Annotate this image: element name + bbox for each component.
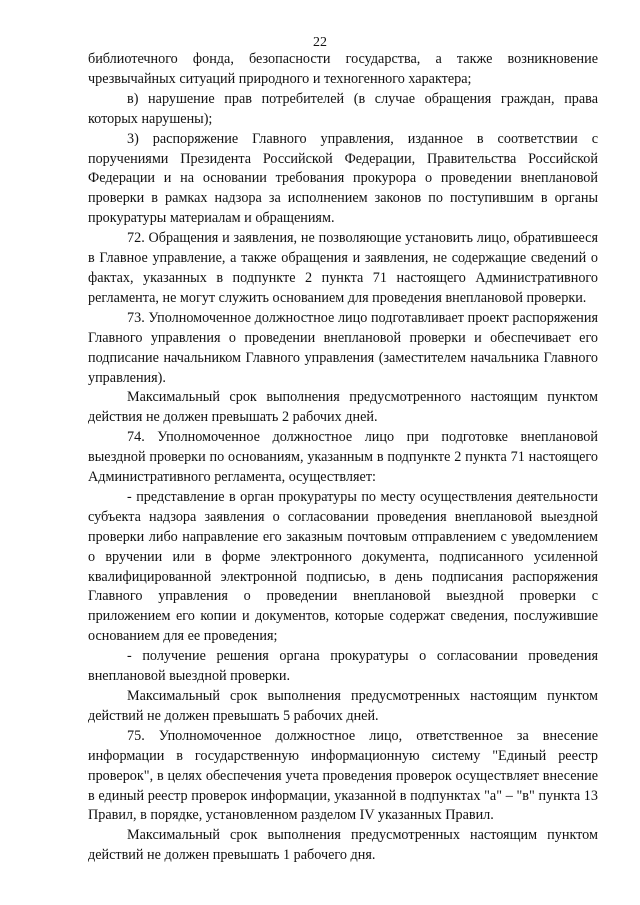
paragraph-74: 74. Уполномоченное должностное лицо при подготовке внеплановой выездной проверки по основаниям, указанным в подпункте 2 пункта 71 настоящего Административного регламента, осуществляет:	[88, 429, 598, 486]
document-body	[88, 50, 598, 866]
paragraph-continuation: библиотечного фонда, безопасности государства, а также возникновение чрезвычайных ситуаций природного и техногенного характера;	[88, 51, 598, 87]
paragraph-72: 72. Обращения и заявления, не позволяющие установить лицо, обратившееся в Главное управление, а также обращения и заявления, не содержащие сведений о фактах, указанных в подпункте 2 пункта 71 настоящего Административного регламента, не могут служить основанием для проведения внеплановой проверки.	[88, 230, 598, 306]
paragraph-74-bullet-1: - представление в орган прокуратуры по месту осуществления деятельности субъекта надзора заявления о согласовании проведения внеплановой выездной проверки либо направление его заказным почтовым отправлением с уведомлением о вручении или в форме электронного документа, подписанного усиленной квалифицированной электронной подписью, в день подписания распоряжения Главного управления о проведении внеплановой выездной проверки с приложением его копии и документов, которые содержат сведения, послужившие основанием для ее проведения;	[88, 488, 598, 645]
paragraph-73: 73. Уполномоченное должностное лицо подготавливает проект распоряжения Главного управления о проведении внеплановой проверки и обеспечивает его подписание начальником Главного управления (заместителем начальника Главного управления).	[88, 309, 598, 386]
paragraph-75-deadline: Максимальный срок выполнения предусмотренных настоящим пунктом действий не должен превышать 1 рабочего дня.	[88, 827, 598, 864]
paragraph-75: 75. Уполномоченное должностное лицо, ответственное за внесение информации в государственную информационную систему "Единый реестр проверок", в целях обеспечения учета проведения проверок осуществляет внесение в единый реестр проверок информации, указанной в подпунктах "а" – "в" пункта 13 Правил, в порядке, установленном разделом IV указанных Правил.	[88, 727, 598, 824]
paragraph-73-deadline: Максимальный срок выполнения предусмотренного настоящим пунктом действия не должен превышать 2 рабочих дней.	[88, 389, 598, 426]
page-number: 22	[313, 35, 327, 50]
paragraph-74-deadline: Максимальный срок выполнения предусмотренных настоящим пунктом действий не должен превышать 5 рабочих дней.	[88, 688, 598, 724]
paragraph-item-v: в) нарушение прав потребителей (в случае обращения граждан, права которых нарушены);	[88, 90, 598, 127]
paragraph-74-bullet-2: - получение решения органа прокуратуры о согласовании проведения внеплановой выездной проверки.	[88, 648, 598, 685]
paragraph-item-3: 3) распоряжение Главного управления, изданное в соответствии с поручениями Президента Российской Федерации, Правительства Российской Федерации и на основании требования прокурора о проведении внеплановой проверки в рамках надзора за исполнением законов по поступившим в органы прокуратуры материалам и обращениям.	[88, 130, 598, 227]
